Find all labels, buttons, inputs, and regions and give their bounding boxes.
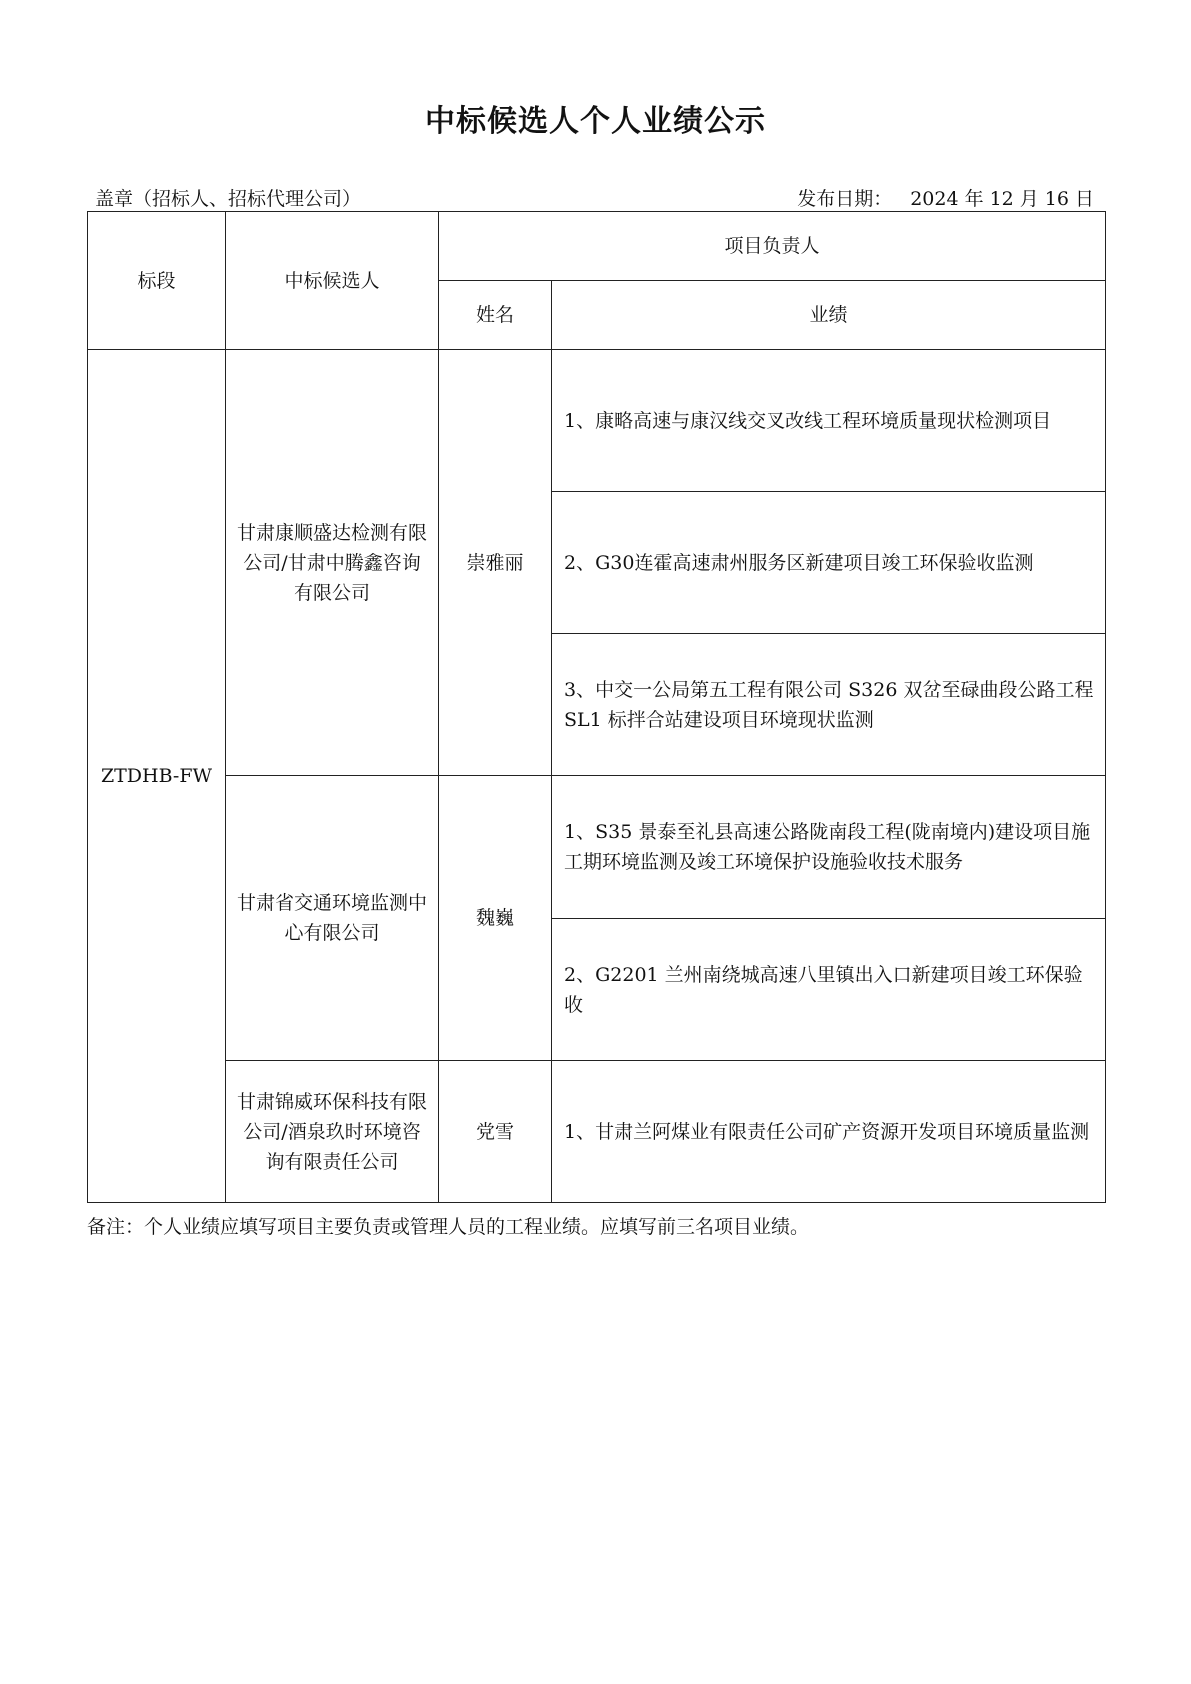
header-achievements: 业绩 <box>552 281 1106 350</box>
stamp-label: 盖章（招标人、招标代理公司） <box>95 188 362 210</box>
publish-date <box>797 184 1094 211</box>
publish-year-unit: 年 <box>964 188 984 210</box>
leader-name: 党雪 <box>439 1061 552 1203</box>
header-project-leader: 项目负责人 <box>439 212 1106 281</box>
candidate-cell: 甘肃锦威环保科技有限公司/酒泉玖时环境咨询有限责任公司 <box>226 1061 439 1203</box>
publish-month: 12 <box>989 188 1014 210</box>
performance-table <box>87 211 1106 1203</box>
leader-name: 崇雅丽 <box>439 350 552 776</box>
achievement-item: 1、甘肃兰阿煤业有限责任公司矿产资源开发项目环境质量监测 <box>552 1061 1106 1203</box>
publish-date-label: 发布日期： <box>797 188 893 210</box>
publish-year: 2024 <box>910 188 959 210</box>
candidate-cell: 甘肃省交通环境监测中心有限公司 <box>226 776 439 1061</box>
leader-name: 魏巍 <box>439 776 552 1061</box>
header-name: 姓名 <box>439 281 552 350</box>
achievement-item: 3、中交一公局第五工程有限公司 S326 双岔至碌曲段公路工程 SL1 标拌合站建设项目环境现状监测 <box>552 634 1106 776</box>
section-code: ZTDHB-FW <box>88 350 226 1203</box>
table-row <box>88 1061 1106 1203</box>
achievement-item: 1、S35 景泰至礼县高速公路陇南段工程(陇南境内)建设项目施工期环境监测及竣工环境保护设施验收技术服务 <box>552 776 1106 919</box>
achievement-item: 2、G2201 兰州南绕城高速八里镇出入口新建项目竣工环保验收 <box>552 919 1106 1061</box>
page-title: 中标候选人个人业绩公示 <box>425 104 766 139</box>
header-row <box>88 212 1106 281</box>
achievement-item: 2、G30连霍高速肃州服务区新建项目竣工环保验收监测 <box>552 492 1106 634</box>
header-section: 标段 <box>88 212 226 350</box>
table-row <box>88 776 1106 919</box>
footnote: 备注：个人业绩应填写项目主要负责或管理人员的工程业绩。应填写前三名项目业绩。 <box>87 1216 810 1238</box>
publish-month-unit: 月 <box>1019 188 1039 210</box>
publish-day-unit: 日 <box>1074 188 1094 210</box>
publish-day: 16 <box>1044 188 1069 210</box>
table-row <box>88 350 1106 492</box>
achievement-item: 1、康略高速与康汉线交叉改线工程环境质量现状检测项目 <box>552 350 1106 492</box>
candidate-cell: 甘肃康顺盛达检测有限公司/甘肃中腾鑫咨询有限公司 <box>226 350 439 776</box>
header-candidate: 中标候选人 <box>226 212 439 350</box>
